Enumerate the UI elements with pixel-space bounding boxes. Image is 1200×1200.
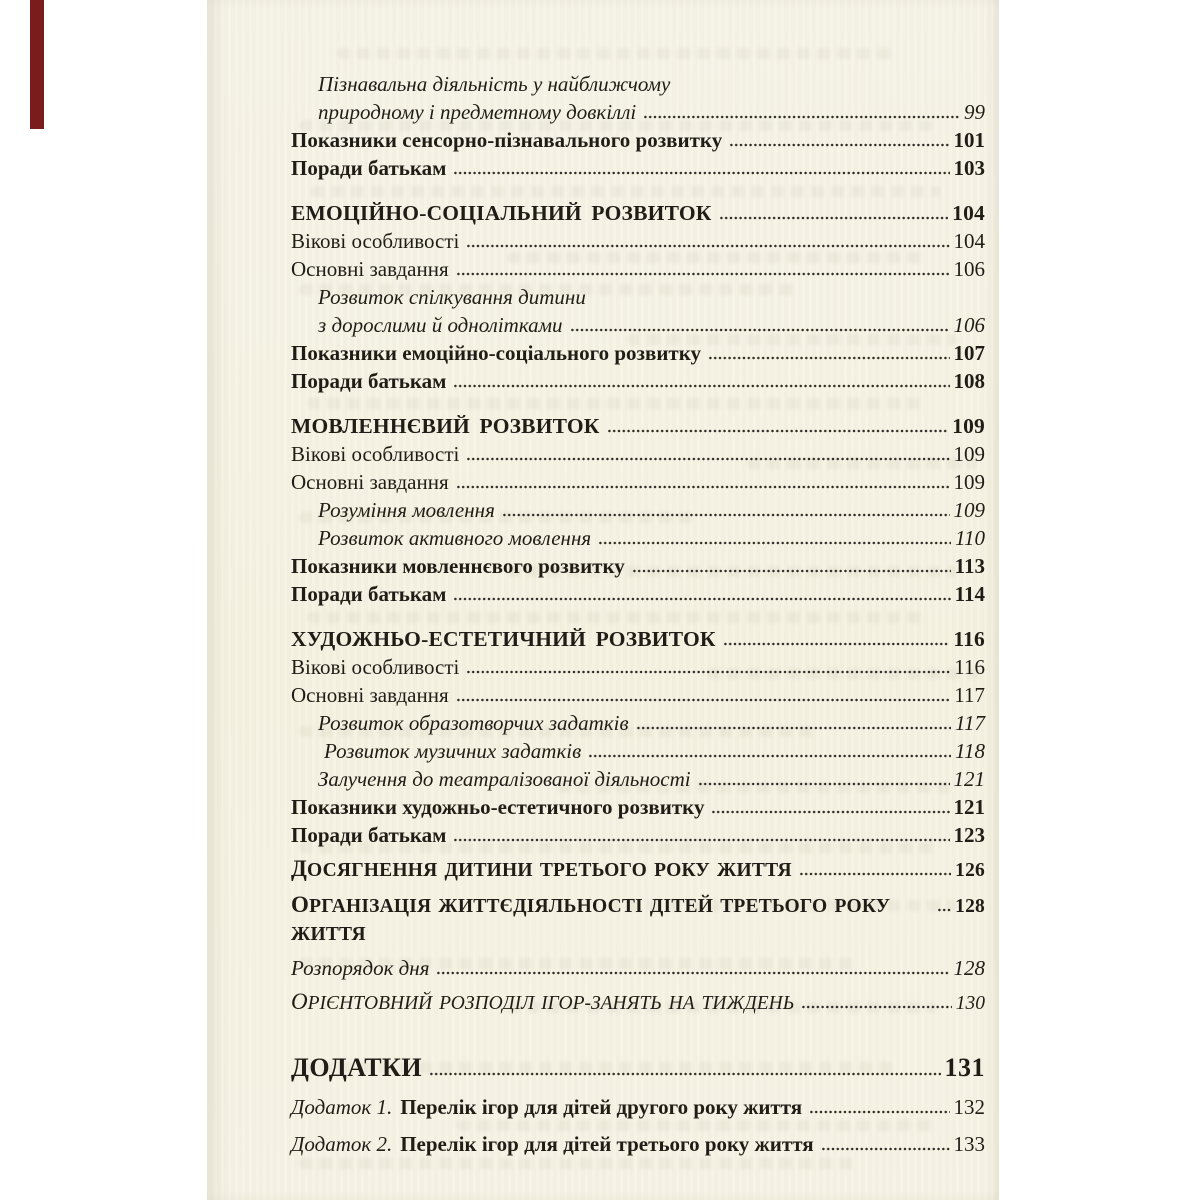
- toc-entry-title: Поради батькам: [291, 156, 447, 180]
- toc-entry-title: Вікові особливості: [291, 442, 460, 466]
- toc-entry-line: [291, 468, 985, 496]
- toc-entry-title: Вікові особливості: [291, 655, 460, 679]
- toc-entry-title-line1: Пізнавальна діяльність у найближчому: [318, 72, 671, 96]
- toc-entry-line: [291, 440, 985, 468]
- toc-entry-line: [291, 367, 985, 395]
- toc-entry: [291, 709, 985, 737]
- toc-entry-page: 117: [954, 683, 985, 707]
- toc-entry: [291, 524, 985, 552]
- toc-entry-line: [291, 412, 985, 440]
- toc-entry-page: 128: [955, 896, 985, 917]
- toc-entry: [291, 681, 985, 709]
- toc-entry-page: 103: [953, 156, 985, 180]
- toc-entry: [291, 653, 985, 681]
- toc-entry-page: 123: [953, 823, 985, 847]
- toc-entry-line: [291, 987, 985, 1018]
- toc-entry-title: Основні завдання: [291, 683, 449, 707]
- toc-entry-title: природному і предметному довкіллі: [318, 100, 637, 124]
- toc-entry-page: 106: [953, 313, 985, 337]
- toc-entry-page: 133: [953, 1132, 985, 1156]
- toc-entry-title: МОВЛЕННЄВИЙ РОЗВИТОК: [291, 414, 600, 438]
- toc-entry: [291, 468, 985, 496]
- toc-entry-line: [291, 339, 985, 367]
- toc-entry-line: [291, 580, 985, 608]
- dot-leader: [570, 318, 950, 332]
- dot-leader: [456, 475, 950, 489]
- toc-entry-line: [291, 793, 985, 821]
- toc-entry-line: [291, 821, 985, 849]
- toc-entry: [291, 70, 985, 126]
- toc-entry: [291, 890, 985, 949]
- toc-entry: [291, 793, 985, 821]
- dot-leader: [801, 995, 952, 1009]
- toc-entry-title: Показники сенсорно-пізнавального розвитку: [291, 128, 723, 152]
- toc-entry: [291, 625, 985, 653]
- toc-entry-line: [291, 681, 985, 709]
- toc-entry-page: 131: [944, 1053, 985, 1082]
- dot-leader: [711, 800, 949, 814]
- toc-entry-prefix: Додаток 1.: [291, 1095, 393, 1119]
- dot-leader: [729, 133, 949, 147]
- toc-entry-line: [291, 854, 985, 885]
- toc-entry: [291, 255, 985, 283]
- toc-entry-page: 121: [953, 767, 985, 791]
- toc-entry-page: 130: [955, 993, 985, 1014]
- toc-entry-line: [291, 1052, 985, 1084]
- dot-leader: [643, 105, 960, 119]
- toc-entry-title: ОРГАНІЗАЦІЯ ЖИТТЄДІЯЛЬНОСТІ ДІТЕЙ ТРЕТЬОГО РОКУ ЖИТТЯ: [291, 891, 891, 945]
- toc-entry-line: [324, 737, 985, 765]
- dot-leader: [588, 744, 951, 758]
- toc-entry-page: 107: [953, 341, 985, 365]
- toc-entry-page: 109: [953, 498, 985, 522]
- toc-page: [291, 70, 985, 1158]
- toc-entry-title: ДОСЯГНЕННЯ ДИТИНИ ТРЕТЬОГО РОКУ ЖИТТЯ: [291, 855, 792, 881]
- dot-leader: [607, 419, 949, 433]
- dot-leader: [453, 374, 949, 388]
- dot-leader: [429, 1062, 940, 1076]
- toc-entry-line: [318, 709, 985, 737]
- toc-entry: [291, 1052, 985, 1084]
- toc-entry-line: [318, 524, 985, 552]
- toc-entry-line: [318, 496, 985, 524]
- toc-entry-title: Перелік ігор для дітей другого року життя: [400, 1095, 803, 1119]
- toc-entry-title: Основні завдання: [291, 470, 449, 494]
- toc-entry-line: [291, 255, 985, 283]
- toc-entry-title: Основні завдання: [291, 257, 449, 281]
- toc-entry: [291, 954, 985, 982]
- dot-leader: [456, 262, 950, 276]
- toc-entry: [291, 552, 985, 580]
- toc-entry-line: [318, 98, 985, 126]
- dot-leader: [723, 632, 950, 646]
- toc-entry-page: 116: [954, 655, 985, 679]
- toc-entry-page: 104: [953, 229, 985, 253]
- toc-entry-line: [291, 890, 985, 949]
- toc-entry: [291, 737, 985, 765]
- toc-entry-title: Розвиток образотворчих задатків: [318, 711, 629, 735]
- toc-entry: [291, 339, 985, 367]
- toc-entry-line: [291, 1093, 985, 1121]
- toc-entry-line: [291, 227, 985, 255]
- dot-leader: [453, 828, 949, 842]
- toc-entry-title: Показники емоційно-соціального розвитку: [291, 341, 702, 365]
- dot-leader: [937, 898, 951, 912]
- toc-entry: [291, 821, 985, 849]
- toc-entry-title: Розуміння мовлення: [318, 498, 495, 522]
- toc-entry-page: 110: [955, 526, 985, 550]
- toc-entry: [291, 440, 985, 468]
- dot-leader: [502, 503, 950, 517]
- toc-entry-title: Поради батькам: [291, 582, 447, 606]
- toc-entry-page: 121: [953, 795, 985, 819]
- toc-entry-page: 99: [964, 100, 985, 124]
- toc-entry-page: 117: [955, 711, 985, 735]
- toc-entry-title: ЕМОЦІЙНО-СОЦІАЛЬНИЙ РОЗВИТОК: [291, 201, 712, 225]
- toc-entry-title: ОРІЄНТОВНИЙ РОЗПОДІЛ ІГОР-ЗАНЯТЬ НА ТИЖДЕНЬ: [291, 988, 795, 1014]
- toc-entry-title: Залучення до театралізованої діяльності: [318, 767, 691, 791]
- toc-entry: [291, 854, 985, 885]
- toc-entry-line: [291, 154, 985, 182]
- dot-leader: [809, 1100, 949, 1114]
- toc-entry-line: [291, 1130, 985, 1158]
- toc-entry-title: Розпорядок дня: [291, 956, 430, 980]
- toc-entry-page: 106: [953, 257, 985, 281]
- toc-entry: [291, 367, 985, 395]
- toc-entry: [291, 765, 985, 793]
- toc-entry: [291, 227, 985, 255]
- toc-entry-title: Розвиток активного мовлення: [318, 526, 592, 550]
- toc-entry-line: [291, 199, 985, 227]
- dot-leader: [799, 862, 951, 876]
- toc-entry-title: з дорослими й однолітками: [318, 313, 563, 337]
- toc-entry-page: 114: [954, 582, 985, 606]
- toc-entry-page: 104: [952, 201, 985, 225]
- toc-entry-page: 128: [953, 956, 985, 980]
- toc-entry-line: [291, 126, 985, 154]
- toc-entry-title: Показники художньо-естетичного розвитку: [291, 795, 705, 819]
- dot-leader: [598, 531, 951, 545]
- toc-entry-line: [291, 552, 985, 580]
- toc-entry-page: 109: [953, 442, 985, 466]
- toc-entry-title: ХУДОЖНЬО-ЕСТЕТИЧНИЙ РОЗВИТОК: [291, 627, 716, 651]
- toc-entry-page: 116: [953, 627, 985, 651]
- dot-leader: [821, 1137, 950, 1151]
- toc-entry-title-line1: Розвиток спілкування дитини: [318, 285, 586, 309]
- toc-entry-page: 126: [955, 860, 985, 881]
- dot-leader: [466, 447, 949, 461]
- toc-entry-title: Вікові особливості: [291, 229, 460, 253]
- toc-entry: [291, 412, 985, 440]
- toc-entry-page: 108: [953, 369, 985, 393]
- dot-leader: [698, 772, 950, 786]
- toc-entry: [291, 987, 985, 1018]
- toc-entry-line: [291, 625, 985, 653]
- toc-entry-line: [318, 311, 985, 339]
- toc-entry: [291, 1093, 985, 1121]
- toc-entry-prefix: Додаток 2.: [291, 1132, 393, 1156]
- toc-entry-line: [291, 954, 985, 982]
- toc-entry-page: 113: [954, 554, 985, 578]
- dot-leader: [466, 234, 949, 248]
- toc-entry-title: ДОДАТКИ: [291, 1053, 423, 1082]
- dot-leader: [632, 559, 951, 573]
- red-margin-mark: [30, 0, 44, 129]
- dot-leader: [719, 206, 949, 220]
- scanned-page: [207, 0, 999, 1200]
- dot-leader: [636, 716, 951, 730]
- toc-entry-page: 101: [953, 128, 985, 152]
- toc-entry-line: [291, 653, 985, 681]
- toc-entry: [291, 283, 985, 339]
- toc-entry-page: 118: [955, 739, 985, 763]
- toc-entry-title: Поради батькам: [291, 823, 447, 847]
- dot-leader: [453, 161, 949, 175]
- toc-list: [291, 70, 985, 1158]
- toc-entry: [291, 496, 985, 524]
- toc-entry: [291, 199, 985, 227]
- toc-entry: [291, 580, 985, 608]
- bleedthrough-artifact: [337, 48, 897, 59]
- toc-entry-title: Показники мовленнєвого розвитку: [291, 554, 625, 578]
- toc-entry: [291, 154, 985, 182]
- bleedthrough-artifact: [299, 1158, 859, 1169]
- toc-entry-title: Перелік ігор для дітей третього року життя: [400, 1132, 814, 1156]
- toc-entry-title: Розвиток музичних задатків: [324, 739, 582, 763]
- toc-entry-page: 109: [952, 414, 985, 438]
- toc-entry: [291, 1130, 985, 1158]
- dot-leader: [436, 961, 949, 975]
- toc-entry-title: Поради батькам: [291, 369, 447, 393]
- toc-entry: [291, 126, 985, 154]
- toc-entry-page: 109: [953, 470, 985, 494]
- dot-leader: [456, 688, 951, 702]
- dot-leader: [453, 587, 950, 601]
- toc-entry-page: 132: [953, 1095, 985, 1119]
- toc-entry-line: [318, 765, 985, 793]
- dot-leader: [708, 346, 949, 360]
- dot-leader: [466, 660, 950, 674]
